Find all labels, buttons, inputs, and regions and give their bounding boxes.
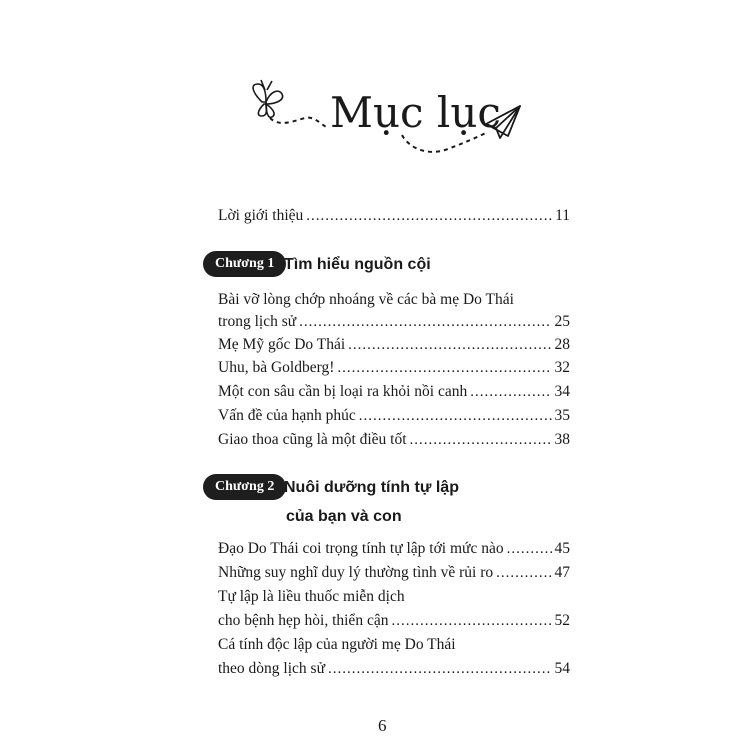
dot-leader — [496, 563, 551, 583]
toc-entry-text: Uhu, bà Goldberg! — [218, 359, 335, 376]
toc-entry — [218, 358, 570, 378]
toc-entry-text: cho bệnh hẹp hòi, thiển cận — [218, 612, 389, 629]
toc-entry-text: Mẹ Mỹ gốc Do Thái — [218, 336, 346, 353]
toc-page-number: 45 — [554, 540, 570, 557]
butterfly-icon — [253, 80, 283, 117]
dot-leader — [391, 611, 551, 631]
dot-leader — [470, 382, 551, 402]
toc-entry — [218, 382, 570, 402]
toc-entry: Cá tính độc lập của người mẹ Do Thái — [218, 636, 456, 653]
dot-leader — [299, 312, 551, 332]
toc-entry — [218, 539, 570, 559]
dot-leader — [337, 358, 551, 378]
dashed-trail-left — [270, 118, 328, 128]
toc-entry — [218, 406, 570, 426]
toc-entry-text: theo dòng lịch sử — [218, 660, 325, 677]
toc-page-number: 11 — [555, 207, 570, 224]
toc-entry-text: Đạo Do Thái coi trọng tính tự lập tới mức nào — [218, 540, 504, 557]
toc-entry-text: Giao thoa cũng là một điều tốt — [218, 431, 407, 448]
toc-entry — [218, 659, 570, 679]
toc-entry — [218, 335, 570, 355]
toc-entry — [218, 312, 570, 332]
dot-leader — [410, 430, 552, 450]
toc-entry-text: Vấn đề của hạnh phúc — [218, 407, 356, 424]
toc-entry-text: Một con sâu cần bị loại ra khỏi nồi canh — [218, 383, 468, 400]
toc-page-number: 35 — [554, 407, 570, 424]
chapter-2-badge: Chương 2 — [203, 474, 286, 500]
toc-entry: Tự lập là liều thuốc miễn dịch — [218, 588, 405, 605]
chapter-2-title-line-2: của bạn và con — [286, 508, 402, 525]
page-number: 6 — [378, 716, 387, 735]
dot-leader — [507, 539, 552, 559]
toc-page-number: 38 — [554, 431, 570, 448]
chapter-2-title-line-1: Nuôi dưỡng tính tự lập — [284, 479, 459, 496]
chapter-1-badge: Chương 1 — [203, 251, 286, 277]
toc-entry-text: Lời giới thiệu — [218, 207, 304, 224]
toc-entry — [218, 430, 570, 450]
toc-page-number: 28 — [554, 336, 570, 353]
toc-page-number: 32 — [554, 359, 570, 376]
toc-page-number: 25 — [554, 313, 570, 330]
dot-leader — [359, 406, 552, 426]
toc-entry-text: Những suy nghĩ duy lý thường tình về rủi ro — [218, 564, 494, 581]
toc-entry-intro — [218, 206, 570, 226]
toc-page-number: 47 — [554, 564, 570, 581]
toc-entry — [218, 611, 570, 631]
chapter-1-title: Tìm hiểu nguồn cội — [284, 256, 431, 273]
dot-leader — [306, 206, 552, 226]
toc-entry: Bài vỡ lòng chớp nhoáng về các bà mẹ Do Thái — [218, 291, 514, 308]
toc-page-number: 34 — [554, 383, 570, 400]
toc-entry — [218, 563, 570, 583]
dot-leader — [348, 335, 551, 355]
toc-page-number: 54 — [554, 660, 570, 677]
toc-page-number: 52 — [554, 612, 570, 629]
dot-leader — [328, 659, 552, 679]
page-title: Mục lục — [330, 88, 501, 137]
toc-entry-text: trong lịch sử — [218, 313, 297, 330]
